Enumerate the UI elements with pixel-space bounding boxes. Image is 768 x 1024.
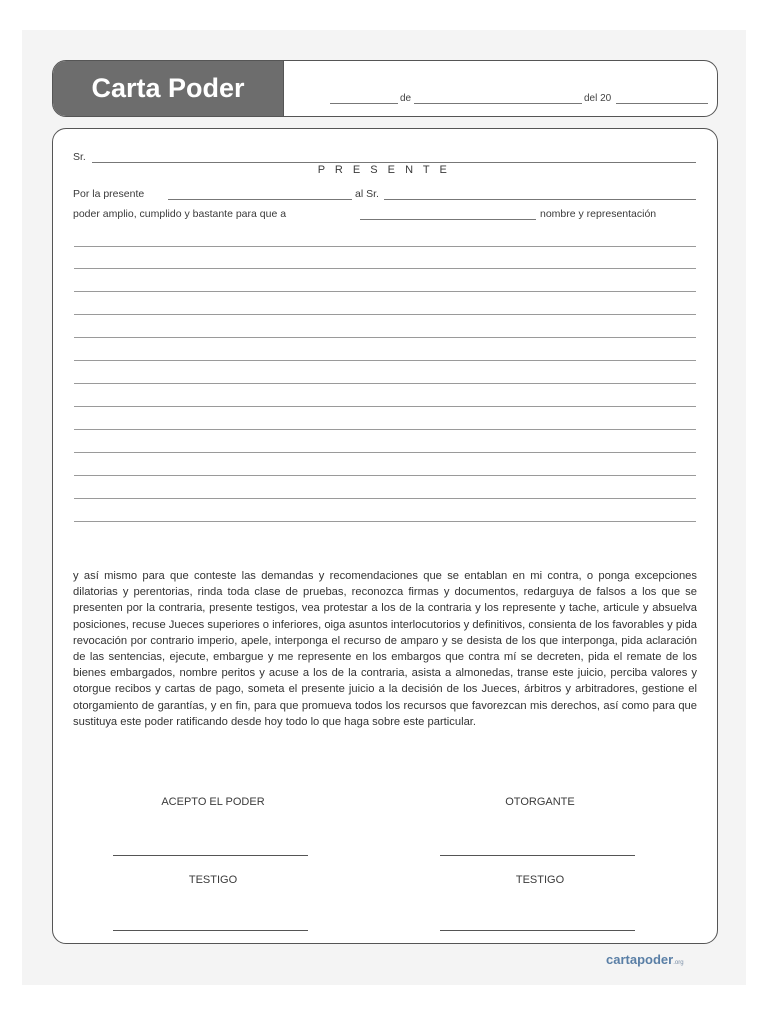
acepto-poder-label: ACEPTO EL PODER bbox=[161, 796, 265, 808]
year-field[interactable] bbox=[616, 103, 708, 104]
writing-line[interactable] bbox=[74, 429, 696, 430]
sr-name-field[interactable] bbox=[92, 162, 696, 163]
writing-line[interactable] bbox=[74, 246, 696, 247]
acepto-signature-line[interactable] bbox=[113, 855, 308, 856]
otorgante-signature-line[interactable] bbox=[440, 855, 635, 856]
month-field[interactable] bbox=[414, 103, 582, 104]
writing-line[interactable] bbox=[74, 498, 696, 499]
grantor-name-field[interactable] bbox=[168, 199, 352, 200]
sr-label: Sr. bbox=[73, 151, 86, 163]
writing-line[interactable] bbox=[74, 337, 696, 338]
writing-line[interactable] bbox=[74, 314, 696, 315]
writing-line[interactable] bbox=[74, 475, 696, 476]
brand-name: cartapoder bbox=[606, 952, 674, 967]
al-sr-label: al Sr. bbox=[355, 188, 379, 200]
writing-line[interactable] bbox=[74, 291, 696, 292]
representation-name-field[interactable] bbox=[360, 219, 536, 220]
testigo-right-signature-line[interactable] bbox=[440, 930, 635, 931]
writing-line[interactable] bbox=[74, 406, 696, 407]
form-body bbox=[52, 128, 718, 944]
writing-line[interactable] bbox=[74, 268, 696, 269]
writing-line[interactable] bbox=[74, 521, 696, 522]
document-title: Carta Poder bbox=[53, 61, 283, 116]
writing-line[interactable] bbox=[74, 360, 696, 361]
date-del-label: del 20 bbox=[584, 93, 612, 104]
date-de-label: de bbox=[400, 93, 412, 104]
por-la-presente-label: Por la presente bbox=[73, 188, 145, 200]
presente-heading: P R E S E N T E bbox=[317, 164, 451, 176]
powers-paragraph: y así mismo para que conteste las demandas y recomendaciones que se entablan en mi contra, o ponga excepciones dilatorias y perentorias, rinda toda clase de pruebas, reconozca firmas y documentos, redarguya de falsos a los que se presenten por la contraria, presente testigos, vea protestar a los de la contraria y los represente y tache, articule y absuelva posiciones, recuse Jueces superiores o inferiores, oiga asuntos interlocutorios y definitivos, consienta de los favorables y pida revocación por contrario imperio, apele, interponga el recurso de amparo y se desista de los que interponga, pida aclaración de las sentencias, ejecute, embargue y me represente en los embargos que contra mí se decreten, pida el remate de los bienes embargados, nombre peritos y acuse a los de la contraria, asista a almonedas, transe este juicio, perciba valores y otorgue recibos y cartas de pago, someta el presente juicio a la decisión de los Jueces, árbitros y arbitradores, gestione el otorgamiento de garantías, y en fin, para que promueva todos los recursos que favorezcan mis derechos, así como para que sustituya este poder ratificando desde hoy todo lo que haga sobre este particular. bbox=[73, 570, 697, 728]
date-line bbox=[283, 61, 717, 116]
otorgante-label: OTORGANTE bbox=[505, 796, 575, 808]
testigo-left-signature-line[interactable] bbox=[113, 930, 308, 931]
day-field[interactable] bbox=[330, 103, 398, 104]
writing-line[interactable] bbox=[74, 452, 696, 453]
attorney-name-field[interactable] bbox=[384, 199, 696, 200]
brand-logo bbox=[606, 952, 684, 967]
testigo-left-label: TESTIGO bbox=[188, 874, 238, 886]
brand-suffix: .org bbox=[673, 960, 684, 966]
header-box bbox=[52, 60, 718, 117]
nombre-representacion-text: nombre y representación bbox=[540, 208, 657, 220]
writing-line[interactable] bbox=[74, 383, 696, 384]
testigo-right-label: TESTIGO bbox=[515, 874, 565, 886]
poder-amplio-text: poder amplio, cumplido y bastante para que a bbox=[73, 208, 287, 220]
